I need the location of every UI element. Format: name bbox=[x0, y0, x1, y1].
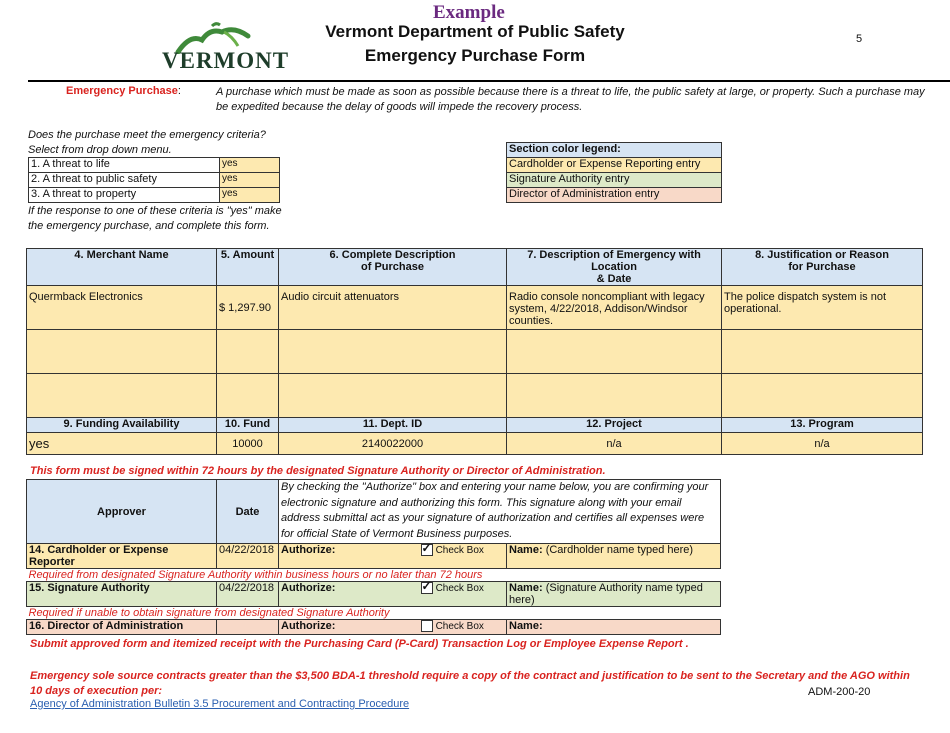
signature-note-2: Required if unable to obtain signature from designated Signature Authority bbox=[28, 607, 390, 619]
logo-wordmark: VERMONT bbox=[162, 48, 290, 73]
authorize-label: Authorize: bbox=[279, 544, 419, 569]
funding-header-row bbox=[27, 418, 923, 433]
header-emergency bbox=[507, 249, 722, 286]
criteria-note-line1: If the response to one of these criteria is "yes" make bbox=[28, 205, 282, 217]
header-merchant: 4. Merchant Name bbox=[27, 249, 217, 286]
table-row bbox=[27, 374, 923, 418]
purchase-table bbox=[26, 248, 923, 455]
form-id: ADM-200-20 bbox=[808, 686, 871, 698]
checkbox-label: Check Box bbox=[435, 583, 484, 594]
legend-cardholder: Cardholder or Expense Reporting entry bbox=[507, 158, 722, 173]
header-dept-id: 11. Dept. ID bbox=[279, 418, 507, 433]
criteria-label: 2. A threat to public safety bbox=[29, 173, 220, 188]
name-cell[interactable] bbox=[507, 582, 721, 607]
criteria-select[interactable]: yes bbox=[220, 173, 280, 188]
vermont-logo bbox=[160, 22, 290, 73]
authorize-checkbox-cell[interactable] bbox=[419, 620, 507, 635]
form-title: Emergency Purchase Form bbox=[364, 46, 586, 65]
header-fund: 10. Fund bbox=[217, 418, 279, 433]
name-cell[interactable] bbox=[507, 544, 721, 569]
amount-input[interactable] bbox=[217, 374, 279, 418]
submit-note: Submit approved form and itemized receipt with the Purchasing Card (P-Card) Transaction Log or Employee Expense Report . bbox=[30, 638, 689, 650]
funding-row bbox=[27, 433, 923, 455]
approver-header: Approver bbox=[27, 480, 217, 544]
authorize-label: Authorize: bbox=[279, 582, 419, 607]
header-justification bbox=[722, 249, 923, 286]
fund-input[interactable]: 10000 bbox=[217, 433, 279, 455]
signature-row-authority bbox=[27, 582, 721, 607]
header-emergency-line2: & Date bbox=[596, 273, 632, 285]
date-input[interactable]: 04/22/2018 bbox=[217, 582, 279, 607]
header-emergency-line1: 7. Description of Emergency with Location bbox=[527, 249, 701, 273]
criteria-select[interactable]: yes bbox=[220, 188, 280, 203]
authorize-label: Authorize: bbox=[279, 620, 419, 635]
justification-input[interactable] bbox=[722, 374, 923, 418]
justification-input[interactable] bbox=[722, 330, 923, 374]
signature-table bbox=[26, 479, 721, 635]
criteria-select[interactable]: yes bbox=[220, 158, 280, 173]
merchant-input[interactable] bbox=[27, 374, 217, 418]
checkbox-label: Check Box bbox=[435, 621, 484, 632]
color-legend bbox=[506, 142, 722, 203]
consent-text: By checking the "Authorize" box and entering your name below, you are confirming your electronic signature and authorizing this form. This signature along with your email address submittal act as your signature of authorization and certifies all expenses were for official State of Vermont Business purposes. bbox=[279, 480, 721, 544]
procurement-bulletin-link[interactable]: Agency of Administration Bulletin 3.5 Procurement and Contracting Procedure bbox=[30, 698, 410, 710]
criteria-label: 1. A threat to life bbox=[29, 158, 220, 173]
header-description bbox=[279, 249, 507, 286]
check-mark-icon: ✓ bbox=[421, 579, 432, 594]
signature-note-row bbox=[27, 607, 721, 620]
date-input[interactable] bbox=[217, 620, 279, 635]
legend-director: Director of Administration entry bbox=[507, 188, 722, 203]
header-justification-line1: 8. Justification or Reason bbox=[755, 249, 889, 261]
date-header: Date bbox=[217, 480, 279, 544]
emergency-input[interactable]: Radio console noncompliant with legacy system, 4/22/2018, Addison/Windsor counties. bbox=[507, 286, 722, 330]
project-input[interactable]: n/a bbox=[507, 433, 722, 455]
header-divider bbox=[28, 80, 950, 82]
description-input[interactable] bbox=[279, 330, 507, 374]
funding-select[interactable]: yes bbox=[27, 433, 217, 455]
definition-term: Emergency Purchase bbox=[66, 85, 178, 97]
signature-note-row bbox=[27, 569, 721, 582]
criteria-label: 3. A threat to property bbox=[29, 188, 220, 203]
criteria-note-line2: the emergency purchase, and complete this form. bbox=[28, 220, 270, 232]
signature-warning: This form must be signed within 72 hours by the designated Signature Authority or Director of Administration. bbox=[30, 465, 606, 477]
role-label: 15. Signature Authority bbox=[27, 582, 217, 607]
header-project: 12. Project bbox=[507, 418, 722, 433]
criteria-question: Does the purchase meet the emergency criteria? bbox=[28, 129, 266, 141]
check-mark-icon: ✓ bbox=[421, 541, 432, 556]
header-funding: 9. Funding Availability bbox=[27, 418, 217, 433]
definition-text: A purchase which must be made as soon as possible because there is a threat to life, the public safety at large, or property. Such a purchase may be expedited because the delay of goods will impede the recovery process. bbox=[216, 86, 925, 113]
authorize-checkbox-cell[interactable] bbox=[419, 541, 507, 569]
authorize-checkbox-cell[interactable] bbox=[419, 579, 507, 607]
authorize-checkbox[interactable] bbox=[421, 541, 433, 556]
signature-row-director bbox=[27, 620, 721, 635]
header-description-line2: of Purchase bbox=[361, 261, 424, 273]
page-title: Vermont Department of Public Safety bbox=[325, 22, 625, 41]
emergency-input[interactable] bbox=[507, 374, 722, 418]
header-amount: 5. Amount bbox=[217, 249, 279, 286]
checkbox-label: Check Box bbox=[435, 545, 484, 556]
criteria-instruction: Select from drop down menu. bbox=[28, 144, 172, 156]
date-input[interactable]: 04/22/2018 bbox=[217, 544, 279, 569]
purchase-header-row bbox=[27, 249, 923, 286]
page-number: 5 bbox=[856, 33, 863, 45]
name-label: Name: bbox=[509, 620, 543, 632]
merchant-input[interactable]: Quermback Electronics bbox=[27, 286, 217, 330]
criteria-row bbox=[29, 188, 280, 203]
program-input[interactable]: n/a bbox=[722, 433, 923, 455]
name-cell[interactable] bbox=[507, 620, 721, 635]
signature-note-1: Required from designated Signature Authority within business hours or no later than 72 hours bbox=[28, 569, 483, 581]
name-label: Name: bbox=[509, 582, 543, 594]
amount-input[interactable] bbox=[217, 330, 279, 374]
sole-source-note: Emergency sole source contracts greater than the $3,500 BDA-1 threshold require a copy of the contract and justification to be sent to the Secretary and the AGO within 10 days of execution per: bbox=[30, 670, 910, 697]
criteria-table bbox=[28, 157, 280, 203]
description-input[interactable] bbox=[279, 374, 507, 418]
legend-signature-authority: Signature Authority entry bbox=[507, 173, 722, 188]
merchant-input[interactable] bbox=[27, 330, 217, 374]
header-justification-line2: for Purchase bbox=[788, 261, 856, 273]
justification-input[interactable]: The police dispatch system is not operational. bbox=[722, 286, 923, 330]
criteria-row bbox=[29, 158, 280, 173]
table-row bbox=[27, 330, 923, 374]
criteria-row bbox=[29, 173, 280, 188]
definition-label bbox=[66, 85, 181, 97]
name-label: Name: bbox=[509, 544, 543, 556]
role-label: 16. Director of Administration bbox=[27, 620, 217, 635]
role-label: 14. Cardholder or Expense Reporter bbox=[27, 544, 217, 569]
description-input[interactable]: Audio circuit attenuators bbox=[279, 286, 507, 330]
amount-input[interactable]: $ 1,297.90 bbox=[217, 286, 279, 330]
emergency-input[interactable] bbox=[507, 330, 722, 374]
definition-colon: : bbox=[177, 85, 181, 97]
authorize-checkbox[interactable] bbox=[421, 620, 433, 632]
example-label: Example bbox=[433, 2, 505, 23]
authorize-checkbox[interactable] bbox=[421, 579, 433, 594]
dept-id-input[interactable]: 2140022000 bbox=[279, 433, 507, 455]
signature-row-cardholder bbox=[27, 544, 721, 569]
name-input[interactable]: (Signature Authority name typed here) bbox=[509, 582, 703, 606]
table-row bbox=[27, 286, 923, 330]
name-input[interactable]: (Cardholder name typed here) bbox=[545, 544, 694, 556]
header-program: 13. Program bbox=[722, 418, 923, 433]
header-description-line1: 6. Complete Description bbox=[329, 249, 456, 261]
legend-title: Section color legend: bbox=[507, 143, 722, 158]
